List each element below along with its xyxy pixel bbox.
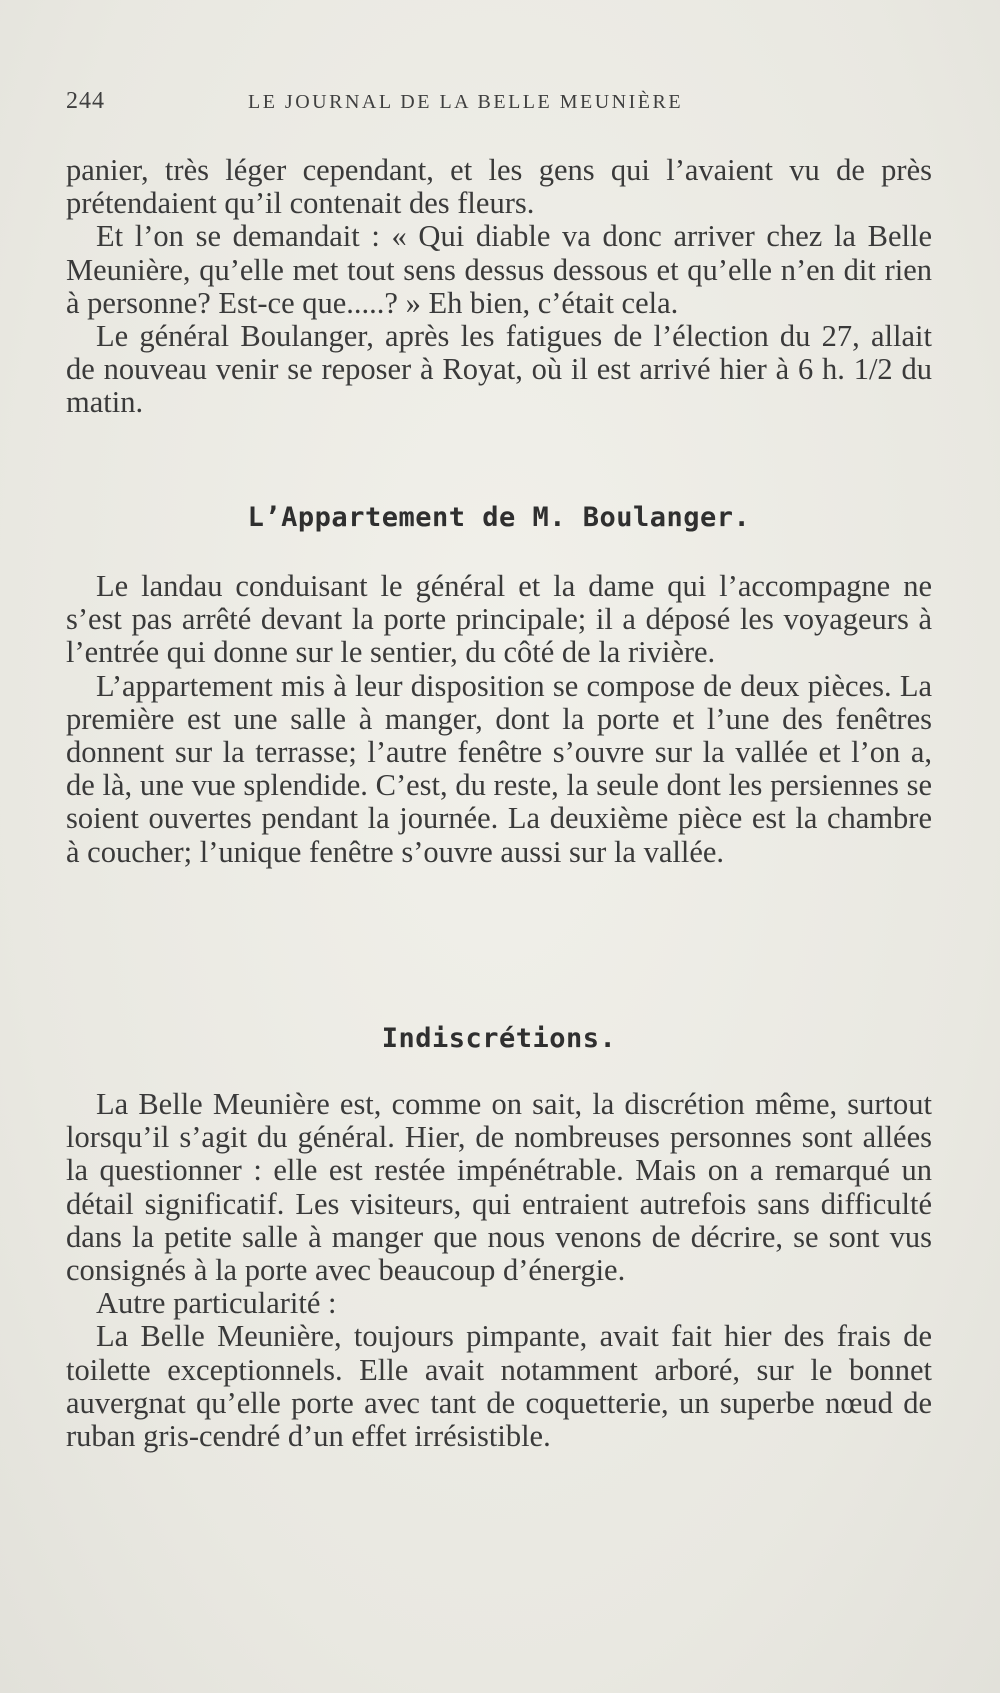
paragraph: L’appartement mis à leur disposition se compose de deux pièces. La première est une salle à manger, dont la porte et l’une des fenêtres donnent sur la terrasse; l’autre fenêtre s’ouvre sur la vallée et l’on a, de là, une vue splendide. C’est, du reste, la seule dont les persiennes se soient ouvertes pendant la journée. La deuxième pièce est la chambre à coucher; l’unique fenêtre s’ouvre aussi sur la vallée. (66, 668, 932, 869)
paragraph: Le général Boulanger, après les fatigues de l’élection du 27, allait de nouveau venir se reposer à Royat, où il est arrivé hier à 6 h. 1/2 du matin. (66, 319, 932, 420)
paragraph: Et l’on se demandait : « Qui diable va donc arriver chez la Belle Meunière, qu’elle met tout sens dessus dessous et qu’elle n’en dit rien à personne? Est-ce que.....? » Eh bien, c’était cela. (66, 219, 932, 320)
running-title: LE JOURNAL DE LA BELLE MEUNIÈRE (248, 91, 684, 113)
text-block-appartement (66, 570, 932, 869)
page-header (66, 88, 932, 120)
page-number: 244 (66, 88, 105, 114)
paragraph: Autre particularité : (96, 1286, 337, 1321)
section-heading-indiscretions: Indiscrétions. (381, 1023, 617, 1054)
paragraph: La Belle Meunière, toujours pimpante, avait fait hier des frais de toilette exceptionnels. Elle avait notamment arboré, sur le bonnet auvergnat qu’elle porte avec tant de coquetterie, un superbe nœud de ruban gris-cendré d’un effet irrésistible. (66, 1319, 932, 1454)
text-block-indiscretions (66, 1088, 932, 1453)
text-block-intro (66, 154, 932, 420)
paragraph: La Belle Meunière est, comme on sait, la discrétion même, surtout lorsqu’il s’agit du général. Hier, de nombreuses personnes sont allées la questionner : elle est restée impénétrable. Mais on a remarqué un détail significatif. Les visiteurs, qui entraient autrefois sans difficulté dans la petite salle à manger que nous venons de décrire, se sont vus consignés à la porte avec beaucoup d’énergie. (66, 1087, 932, 1288)
section-heading-appartement: L’Appartement de M. Boulanger. (247, 502, 751, 533)
paragraph: Le landau conduisant le général et la dame qui l’accompagne ne s’est pas arrêté devant la porte principale; il a déposé les voyageurs à l’entrée qui donne sur le sentier, du côté de la rivière. (66, 569, 932, 670)
paragraph: panier, très léger cependant, et les gens qui l’avaient vu de près prétendaient qu’il contenait des fleurs. (66, 153, 932, 221)
